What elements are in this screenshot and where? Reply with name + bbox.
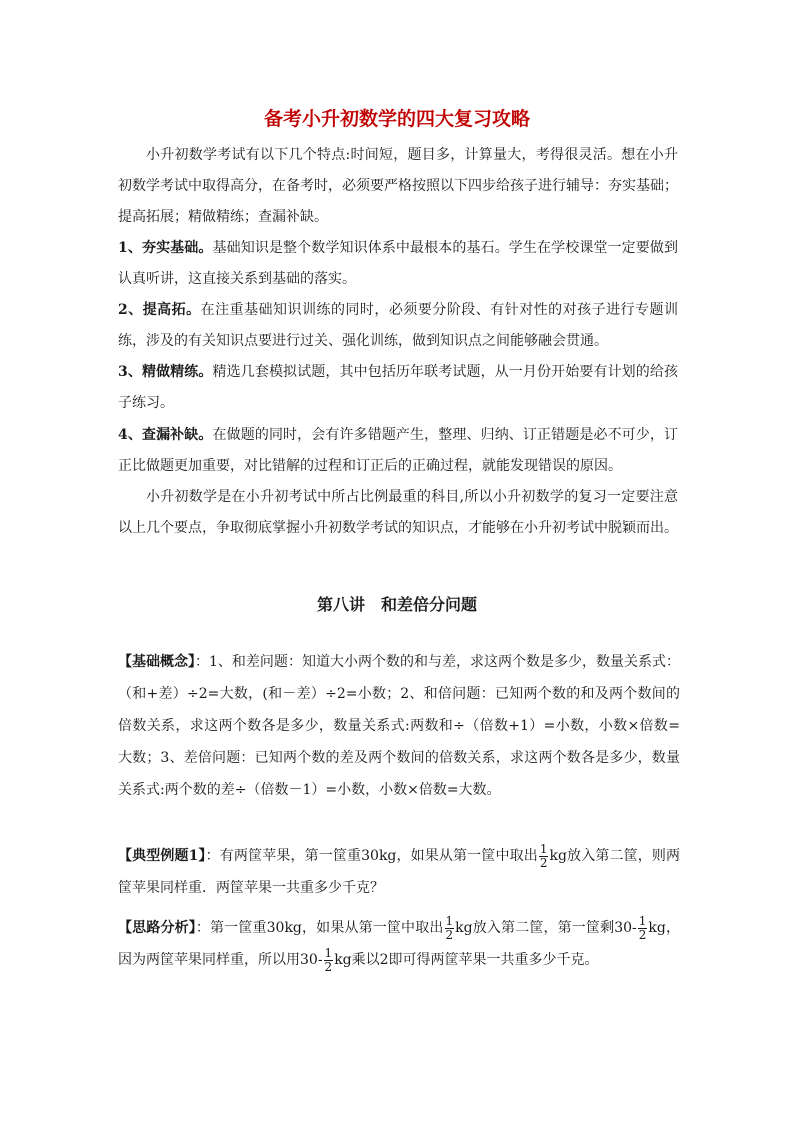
fraction-one-half (638, 915, 648, 942)
example-text-a: ：有两筐苹果，第一筐重30kg，如果从第一筐中取出 (205, 848, 538, 864)
point-3 (118, 357, 678, 419)
point-3-heading: 3、精做精练。 (118, 364, 213, 380)
analysis-text-a: ：第一筐重30kg，如果从第一筐中取出 (195, 920, 444, 936)
example-label: 【典型例题1】 (118, 848, 206, 864)
document-title: 备考小升初数学的四大复习攻略 (263, 108, 530, 130)
example-text-b: kg放入第二筐，则两筐苹果同样重．两筐苹果一共重多少千克？ (118, 848, 680, 896)
intro-paragraph: 小升初数学考试有以下几个特点:时间短，题目多，计算量大，考得很灵活。想在小升初数学考试中取得高分，在备考时，必须要严格按照以下四步给孩子进行辅导：夯实基础；提高拓展；精做精练；查漏补缺。 (118, 147, 678, 225)
lesson-title: 第八讲 和差倍分问题 (316, 595, 477, 614)
fraction-numerator: 1 (324, 945, 333, 960)
fraction-one-half (445, 915, 455, 942)
point-3-text: 精选几套模拟试题，其中包括历年联考试题，从一月份开始要有计划的给孩子练习。 (118, 364, 679, 411)
point-1-text: 基础知识是整个数学知识体系中最根本的基石。学生在学校课堂一定要做到认真听讲，这直接关系到基础的落实。 (118, 240, 679, 287)
concept-paragraph (118, 646, 680, 806)
fraction-numerator: 1 (638, 913, 647, 928)
fraction-numerator: 1 (445, 913, 454, 928)
point-2 (118, 295, 678, 357)
point-4-heading: 4、查漏补缺。 (118, 427, 213, 443)
analysis-paragraph (118, 912, 680, 976)
fraction-numerator: 1 (539, 841, 548, 856)
analysis-text-b: kg放入第二筐，第一筐剩30- (455, 920, 637, 936)
analysis-text-d: kg乘以2即可得两筐苹果一共重多少千克。 (334, 952, 599, 968)
fraction-denominator: 2 (324, 959, 333, 974)
fraction-one-half (324, 947, 334, 974)
analysis-label: 【思路分析】 (118, 920, 196, 936)
analysis-text-c: kg，因为两筐苹果同样重，所以用30- (118, 920, 680, 968)
conclusion-paragraph: 小升初数学是在小升初考试中所占比例最重的科目,所以小升初数学的复习一定要注意以上几个要点，争取彻底掌握小升初数学考试的知识点，才能够在小升初考试中脱颖而出。 (118, 489, 678, 536)
fraction-denominator: 2 (445, 927, 454, 942)
point-4-text: 在做题的同时，会有许多错题产生，整理、归纳、订正错题是必不可少，订正比做题更加重要，对比错解的过程和订正后的正确过程，就能发现错误的原因。 (118, 427, 679, 474)
example-paragraph (118, 840, 680, 904)
point-4 (118, 420, 678, 482)
point-1-heading: 1、夯实基础。 (118, 240, 213, 256)
point-2-heading: 2、提高拓。 (118, 302, 201, 318)
fraction-one-half (539, 843, 549, 870)
fraction-denominator: 2 (539, 855, 548, 870)
concept-text: ：1、和差问题：知道大小两个数的和与差，求这两个数是多少，数量关系式：（和+差）÷2=大数，(和－差）÷2=小数；2、和倍问题：已知两个数的和及两个数间的倍数关系，求这两个数各是多少，数量关系式:两数和÷（倍数+1）=小数，小数×倍数=大数；3、差倍问题：已知两个数的差及两个数间的倍数关系，求这两个数各是多少，数量关系式:两个数的差÷（倍数－1）=小数，小数×倍数=大数。 (118, 654, 681, 798)
point-2-text: 在注重基础知识训练的同时，必须要分阶段、有针对性的对孩子进行专题训练，涉及的有关知识点要进行过关、强化训练，做到知识点之间能够融会贯通。 (118, 302, 678, 349)
concept-label: 【基础概念】 (118, 654, 196, 670)
fraction-denominator: 2 (638, 927, 647, 942)
point-1 (118, 233, 678, 295)
